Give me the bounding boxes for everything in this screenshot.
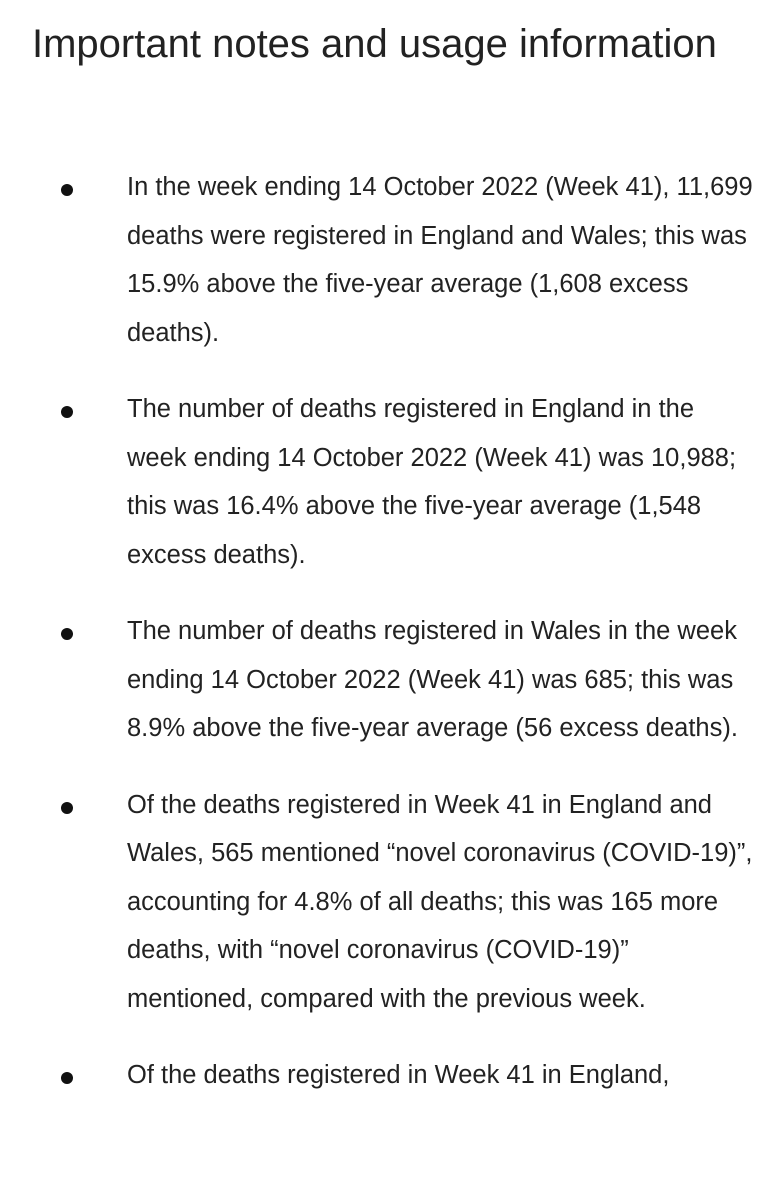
note-text: Of the deaths registered in Week 41 in England and Wales, 565 mentioned “novel coronavirus (COVID-19)”, accounting for 4.8% of all deaths; this was 165 more deaths, with “novel coronavirus (COVID-19)” mentioned, compared with the previous week.	[127, 790, 753, 1013]
bullet-icon	[61, 628, 73, 640]
section-heading: Important notes and usage information	[32, 22, 717, 66]
note-text: In the week ending 14 October 2022 (Week 41), 11,699 deaths were registered in England and Wales; this was 15.9% above the five-year average (1,608 excess deaths).	[127, 173, 753, 347]
list-item	[0, 781, 777, 1024]
bullet-icon	[61, 1072, 73, 1084]
bullet-icon	[61, 184, 73, 196]
note-text: The number of deaths registered in England in the week ending 14 October 2022 (Week 41) was 10,988; this was 16.4% above the five-year average (1,548 excess deaths).	[127, 395, 737, 569]
list-item	[0, 163, 777, 357]
bullet-icon	[61, 802, 73, 814]
list-item	[0, 385, 777, 579]
note-text: The number of deaths registered in Wales in the week ending 14 October 2022 (Week 41) was 685; this was 8.9% above the five-year average (56 excess deaths).	[127, 617, 738, 742]
list-item	[0, 607, 777, 753]
list-item	[0, 1051, 777, 1100]
bullet-icon	[61, 406, 73, 418]
notes-list	[0, 163, 777, 1128]
note-text: Of the deaths registered in Week 41 in England,	[127, 1061, 670, 1089]
